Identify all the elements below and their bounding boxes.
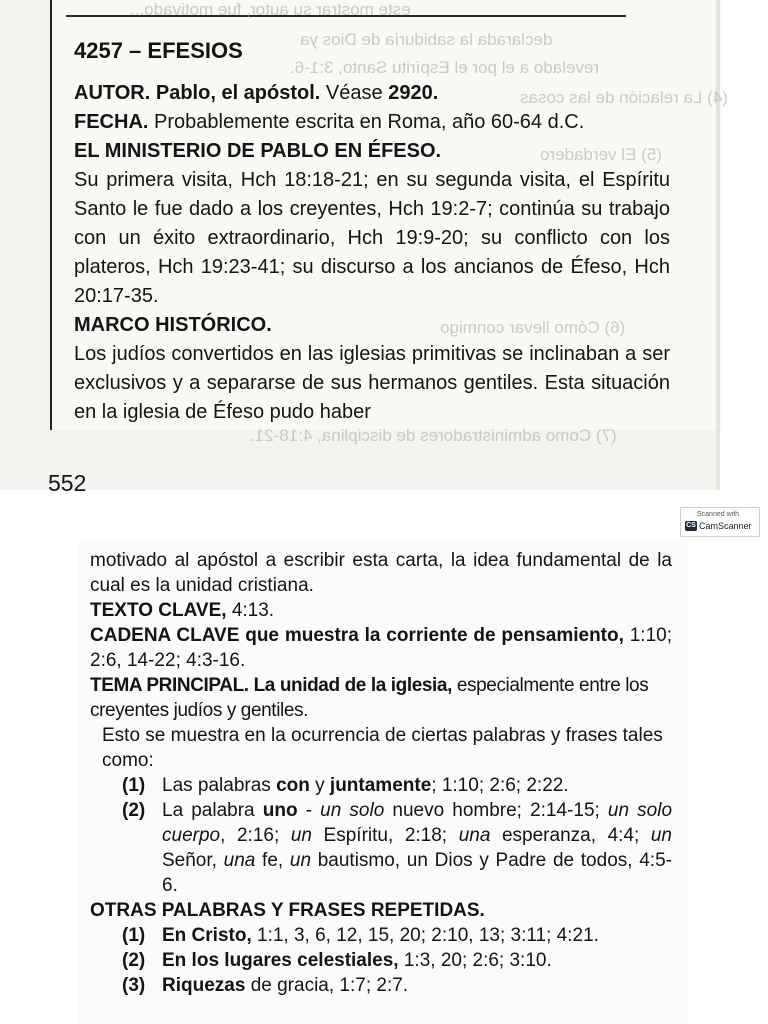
main-theme-bold: La unidad de la iglesia, [253, 675, 452, 696]
continuation-text: motivado al apóstol a escribir esta carta, la idea fundamental de la cual es la unidad cristiana. [90, 550, 672, 596]
item-text: Espíritu, 2:18; [311, 825, 459, 846]
ministry-text: Su primera visita, Hch 18:18-21; en su segunda visita, el Espíritu Santo le fue dado a los creyentes, Hch 19:2-7; continúa su trabajo con un éxito extraordinario, Hch 19:9-20; su conflicto con los plateros, Hch 19:23-41; su discurso a los ancianos de Éfeso, Hch 20:17-35. [74, 169, 670, 307]
list-item [90, 948, 672, 973]
bleed-through-text: declarada la sabiduría de Dios ya [300, 30, 553, 49]
item-text: nuevo hombre; 2:14-15; [384, 800, 608, 821]
item-text: 1:3, 20; 2:6; 3:10. [398, 950, 552, 971]
item-italic: una [458, 825, 491, 846]
item-text: esperanza, 4:4; [490, 825, 651, 846]
key-chain-line [90, 623, 672, 673]
author-line [74, 79, 670, 108]
date-line [74, 108, 670, 137]
item-text: bautismo, un Dios y Padre de todos, 4:5-6. [162, 850, 672, 896]
main-theme-line [90, 673, 672, 723]
list-item [90, 923, 672, 948]
item-bold: juntamente [329, 775, 432, 796]
list-item [90, 798, 672, 898]
page-number: 552 [48, 470, 87, 496]
key-chain-refs: 1:10; 2:6, 14-22; 4:3-16. [90, 625, 672, 671]
list-item-body [162, 773, 672, 798]
item-italic: un solo [320, 800, 385, 821]
date-text: Probablemente escrita en Roma, año 60-64 d.C. [154, 111, 585, 133]
list-number: (2) [122, 800, 146, 821]
list-item [90, 973, 672, 998]
shown-text: Esto se muestra en la ocurrencia de ciertas palabras y frases tales como: [102, 725, 663, 771]
bottom-page-text [90, 548, 672, 998]
item-bold: uno [262, 800, 298, 821]
top-page-text [74, 36, 670, 427]
list-number: (1) [122, 925, 146, 946]
item-italic: un [289, 850, 312, 871]
ministry-heading: EL MINISTERIO DE PABLO EN ÉFESO. [74, 140, 442, 162]
list-number: (1) [122, 775, 146, 796]
item-bold: En Cristo, [162, 925, 252, 946]
list-item-body [162, 948, 672, 973]
item-text: ; 1:10; 2:6; 2:22. [431, 775, 569, 796]
item-italic: un solo cuerpo [162, 800, 673, 846]
bleed-through-text: (7) Como administradores de disciplina, 4:18-21. [250, 426, 617, 445]
author-ref: 2920. [388, 82, 439, 104]
main-theme-label: TEMA PRINCIPAL. [90, 675, 249, 696]
bleed-through-text: (6) Cómo llevar conmigo [440, 318, 626, 337]
bleed-through-text: (5) El verdadero [540, 145, 662, 164]
item-text: fe, [255, 850, 290, 871]
author-name: Pablo, el apóstol. [155, 82, 321, 104]
list-item-body [162, 798, 672, 898]
key-text-label: TEXTO CLAVE, [90, 600, 227, 621]
item-italic: un [290, 825, 312, 846]
item-text: 1:1, 3, 6, 12, 15, 20; 2:10, 13; 3:11; 4:21. [251, 925, 599, 946]
reference-heading: 4257 – EFESIOS [74, 38, 243, 63]
list-item [90, 773, 672, 798]
item-italic: una [223, 850, 256, 871]
other-words-heading: OTRAS PALABRAS Y FRASES REPETIDAS. [90, 900, 485, 921]
main-theme-text: especialmente entre los creyentes judíos y gentiles. [90, 675, 649, 721]
list-number: (3) [122, 975, 146, 996]
scanned-with-label: Scanned with [697, 511, 740, 518]
bleed-through-text: (4) La relación de las cosas [520, 88, 728, 107]
item-bold: Riquezas [162, 975, 246, 996]
camscanner-logo-icon: CS [686, 522, 696, 529]
historical-text: Los judíos convertidos en las iglesias primitivas se inclinaban a ser exclusivos y a separarse de sus hermanos gentiles. Esta situación en la iglesia de Éfeso pudo haber [74, 343, 670, 423]
bleed-through-text: revelado a el por el Espíritu Santo, 3:1-6. [290, 58, 600, 77]
item-bold: con [276, 775, 310, 796]
item-text: Las palabras [162, 775, 271, 796]
key-text-line [90, 598, 672, 623]
key-text-ref: 4:13. [231, 600, 275, 621]
camscanner-name: CamScanner [699, 521, 752, 531]
item-text: La palabra [162, 800, 255, 821]
item-italic: un [650, 825, 672, 846]
item-text: Señor, [162, 850, 224, 871]
key-chain-label: CADENA CLAVE que muestra la corriente de pensamiento, [90, 625, 624, 646]
list-item-body [162, 923, 672, 948]
item-text: de gracia, 1:7; 2:7. [245, 975, 409, 996]
list-item-body [162, 973, 672, 998]
item-text: , 2:16; [220, 825, 291, 846]
author-label: AUTOR. [74, 82, 151, 104]
see-also: Véase [325, 82, 383, 104]
item-text: y [315, 775, 325, 796]
item-bold: En los lugares celestiales, [162, 950, 399, 971]
historical-heading: MARCO HISTÓRICO. [74, 314, 272, 336]
date-label: FECHA. [74, 111, 149, 133]
page-edge [716, 0, 720, 490]
list-number: (2) [122, 950, 146, 971]
bleed-through-text: este mostrar su autor, fue motivado... [130, 0, 411, 19]
camscanner-watermark [680, 507, 760, 537]
item-text: - [297, 800, 321, 821]
